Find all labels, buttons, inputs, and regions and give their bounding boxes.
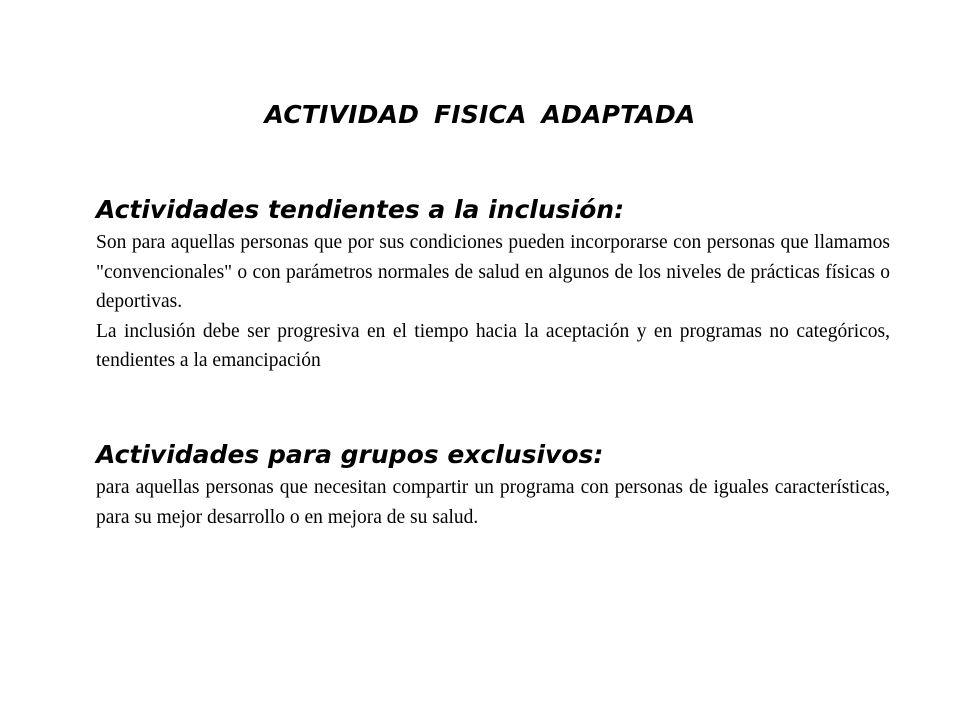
section-inclusion [96, 192, 890, 376]
slide-title: ACTIVIDAD FISICA ADAPTADA [264, 100, 696, 129]
section-heading-inclusion: Actividades tendientes a la inclusión: [96, 195, 625, 224]
section-heading-exclusive-groups: Actividades para grupos exclusivos: [96, 440, 604, 469]
section-exclusive-groups [96, 437, 890, 532]
paragraph-inclusion-progression: La inclusión debe ser progresiva en el tiempo hacia la aceptación y en programas no categóricos, tendientes a la emancipación [96, 320, 890, 371]
paragraph-inclusion-definition: Son para aquellas personas que por sus condiciones pueden incorporarse con personas que llamamos "convencionales" o con parámetros normales de salud en algunos de los niveles de prácticas físicas o deportivas. [96, 232, 890, 312]
paragraph-exclusive-groups: para aquellas personas que necesitan compartir un programa con personas de iguales características, para su mejor desarrollo o en mejora de su salud. [96, 477, 890, 528]
